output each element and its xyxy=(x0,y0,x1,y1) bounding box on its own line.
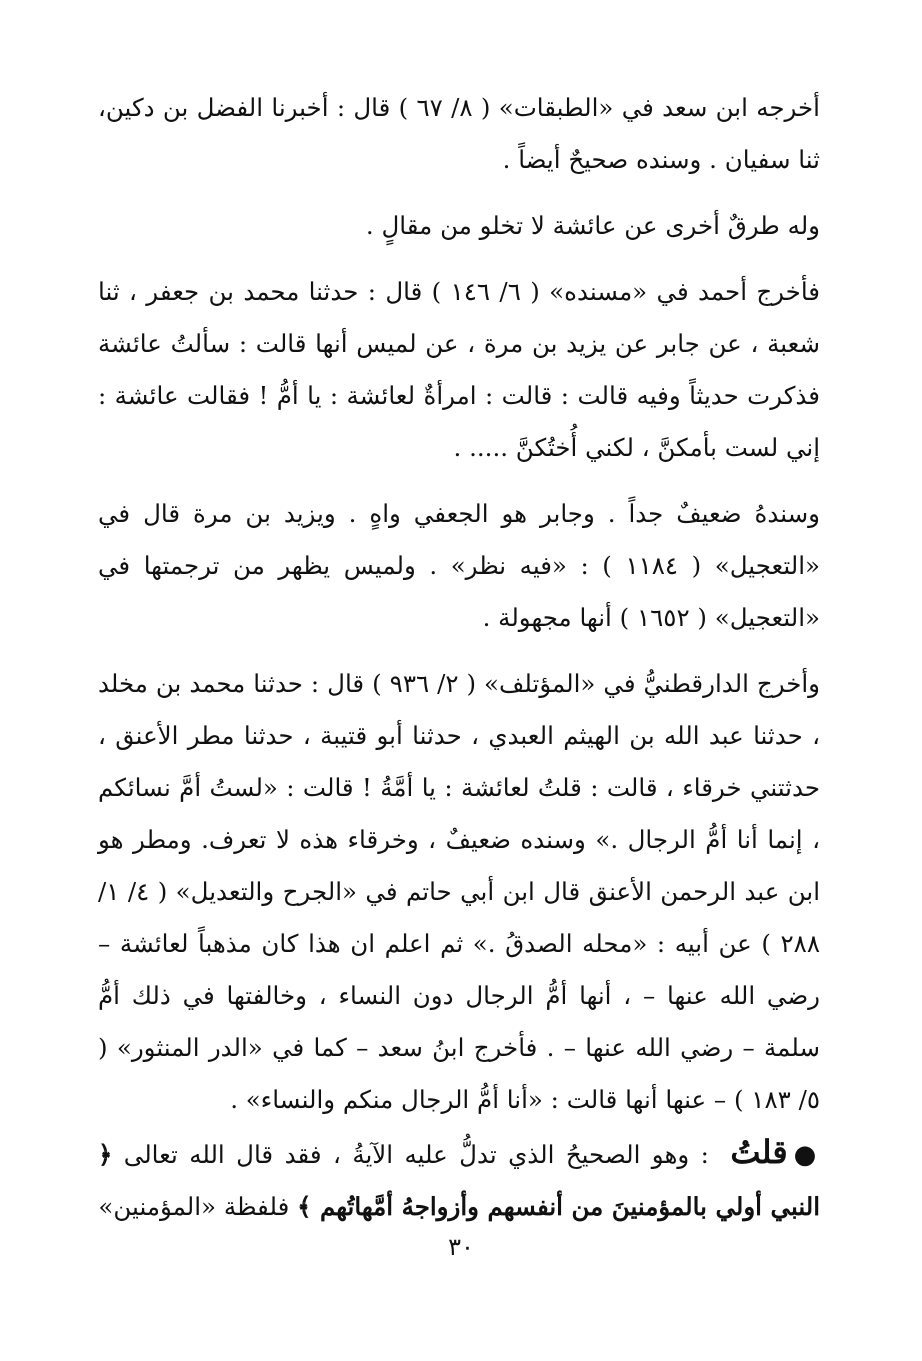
note-continuation: فلفظة «المؤمنين» xyxy=(98,1192,298,1221)
paragraph-author-note xyxy=(98,1126,820,1233)
page-number: ٣٠ xyxy=(448,1233,474,1261)
note-text: : وهو الصحيحُ الذي تدلُّ عليه الآيةُ ، فقد قال الله تعالى xyxy=(112,1140,721,1169)
note-marker: قلتُ xyxy=(730,1133,788,1171)
paragraph-ibn-saad: أخرجه ابن سعد في «الطبقات» ( ٨/ ٦٧ ) قال : أخبرنا الفضل بن دكين، ثنا سفيان . وسنده صحيحٌ أيضاً . xyxy=(98,93,820,174)
bullet-icon: ● xyxy=(793,1140,820,1170)
paragraph-daraqutni: وأخرج الدارقطنيُّ في «المؤتلف» ( ٢/ ٩٣٦ ) قال : حدثنا محمد بن مخلد ، حدثنا عبد الله بن الهيثم العبدي ، حدثنا أبو قتيبة ، حدثنا مطر الأعنق ، حدثتني خرقاء ، قالت : قلتُ لعائشة : يا أمَّةُ ! قالت : «لستُ أمَّ نسائكم ، إنما أنا أمُّ الرجال .» وسنده ضعيفٌ ، وخرقاء هذه لا تعرف. ومطر هو ابن عبد الرحمن الأعنق قال ابن أبي حاتم في «الجرح والتعديل» ( ٤/ ١/ ٢٨٨ ) عن أبيه : «محله الصدقُ .» ثم اعلم ان هذا كان مذهباً لعائشة – رضي الله عنها – ، أنها أمُّ الرجال دون النساء ، وخالفتها في ذلك أمُّ سلمة – رضي الله عنها – . فأخرج ابنُ سعد – كما في «الدر المنثور» ( ٥/ ١٨٣ ) – عنها أنها قالت : «أنا أمُّ الرجال منكم والنساء» . xyxy=(98,669,820,1114)
page-body xyxy=(98,82,820,1233)
paragraph-isnad-weak: وسندهُ ضعيفٌ جداً . وجابر هو الجعفي واهٍ . ويزيد بن مرة قال في «التعجيل» ( ١١٨٤ ) : «فيه نظر» . ولميس يظهر من ترجمتها في «التعجيل» ( ١٦٥٢ ) أنها مجهولة . xyxy=(98,499,820,632)
paragraph-ahmad-musnad: فأخرج أحمد في «مسنده» ( ٦/ ١٤٦ ) قال : حدثنا محمد بن جعفر ، ثنا شعبة ، عن جابر عن يزيد بن مرة ، عن لميس أنها قالت : سألتُ عائشة فذكرت حديثاً وفيه قالت : قالت : امرأةٌ لعائشة : يا أمُّ ! فقالت عائشة : إني لست بأمكنَّ ، لكني أُختُكنَّ ..... . xyxy=(98,277,821,462)
quran-verse: ﴿ النبي أولي بالمؤمنينَ من أنفسهم وأزواجهُ أمَّهاتُهم ﴾ xyxy=(98,1140,820,1221)
paragraph-other-routes: وله طرقٌ أخرى عن عائشة لا تخلو من مقالٍ . xyxy=(365,211,820,240)
